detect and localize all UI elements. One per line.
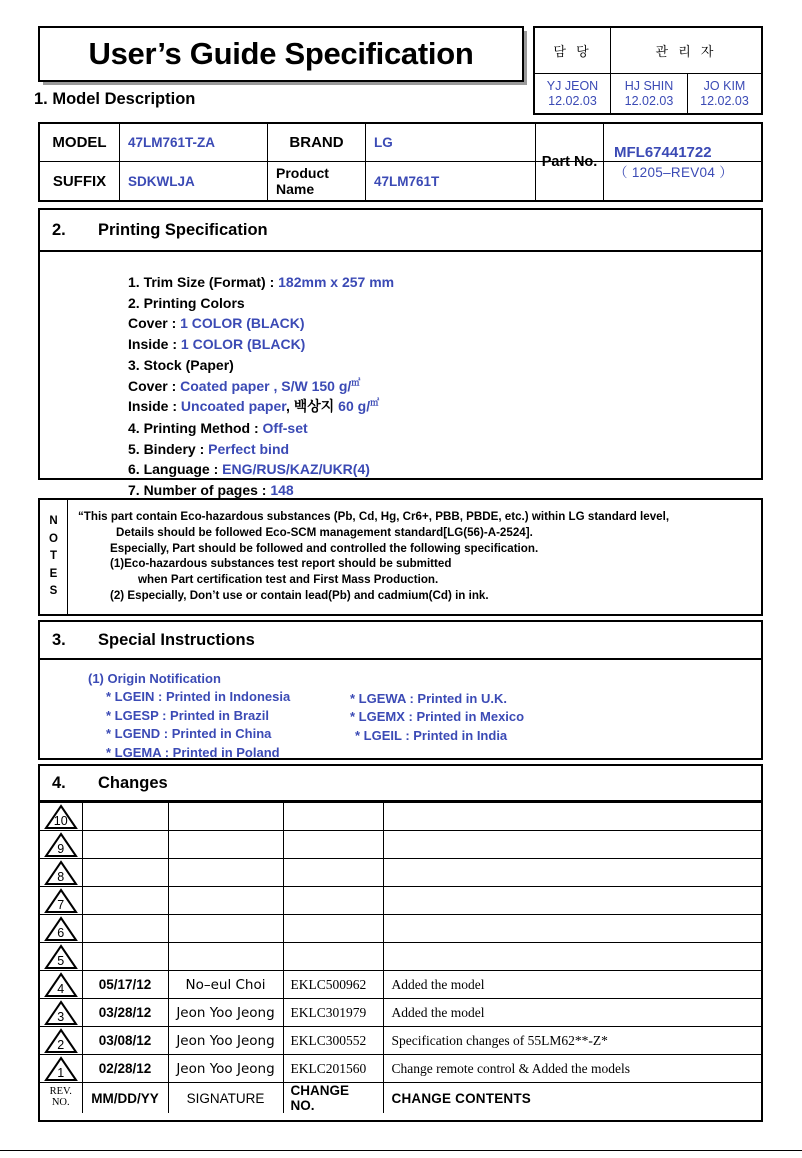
revision-triangle-icon (44, 832, 78, 858)
notes-line-6: (2) Especially, Don’t use or contain lead(Pb) and cadmium(Cd) in ink. (110, 588, 489, 602)
table-row (40, 1055, 761, 1083)
spec-value-trim-size: 182mm x 257 mm (278, 274, 395, 290)
notes-letter-t: T (49, 550, 58, 563)
revision-contents-cell: Added the model (383, 971, 761, 999)
section-2-number: 2. (52, 220, 66, 239)
column-header-change-no: CHANGE NO. (283, 1083, 383, 1114)
spec-line-printing-method (128, 418, 761, 439)
spec-unit-stock-inside: ㎡ (370, 398, 380, 409)
origin-notification-body (40, 660, 761, 762)
revision-number: 10 (53, 813, 68, 828)
origin-left-3: * LGEND : Printed in China (106, 726, 272, 742)
notes-letter-o: O (49, 532, 58, 545)
spec-line-stock (128, 355, 761, 376)
part-number-value: MFL67441722 (614, 143, 712, 161)
revision-signature-cell (168, 803, 283, 831)
origin-right-2: * LGEMX : Printed in Mexico (350, 709, 525, 725)
revision-change-no-cell (283, 803, 383, 831)
spec-label-trim-size: 1. Trim Size (Format) : (128, 274, 279, 290)
revision-change-no-cell: EKLC201560 (283, 1055, 383, 1083)
section-4-number: 4. (52, 773, 66, 792)
table-row (40, 999, 761, 1027)
section-1-heading: 1. Model Description (34, 90, 196, 108)
revision-signature-cell (168, 915, 283, 943)
approval-header-row (535, 28, 761, 74)
column-header-rev-line1: REV. (49, 1086, 72, 1098)
revision-number-cell (40, 1027, 82, 1055)
spec-line-printing-colors (128, 293, 761, 314)
changes-block (38, 764, 763, 1122)
approval-signer-1 (535, 74, 611, 113)
revision-contents-cell (383, 831, 761, 859)
spec-value-pages: 148 (270, 482, 294, 499)
product-name-value: 47LM761T (366, 162, 536, 200)
revision-change-no-cell (283, 915, 383, 943)
notes-letter-s: S (49, 585, 58, 598)
revision-date-cell: 05/17/12 (82, 971, 168, 999)
spec-label-stock-cover: Cover : (128, 377, 181, 394)
revision-date-cell (82, 915, 168, 943)
approval-signer-1-name: YJ JEON (546, 78, 599, 93)
origin-left-2: * LGESP : Printed in Brazil (106, 707, 270, 723)
table-row (40, 803, 761, 831)
revision-contents-cell (383, 859, 761, 887)
approval-signer-1-date: 12.02.03 (548, 93, 597, 108)
revision-change-no-cell (283, 943, 383, 971)
spec-label-pages: 7. Number of pages : (128, 482, 271, 499)
notes-line-5: when Part certification test and First Mass Production. (138, 573, 439, 587)
revision-triangle-icon (44, 972, 78, 998)
revision-triangle-icon (44, 888, 78, 914)
revision-date-cell: 03/08/12 (82, 1027, 168, 1055)
notes-line-2: Details should be followed Eco-SCM management standard[LG(56)-A-2524]. (116, 525, 533, 539)
section-2-title: Printing Specification (98, 220, 268, 239)
revision-triangle-icon (44, 804, 78, 830)
revision-signature-cell: Jeon Yoo Jeong (168, 1027, 283, 1055)
document-title-box (38, 26, 524, 82)
section-3-number: 3. (52, 630, 66, 649)
spec-line-trim-size (128, 272, 761, 293)
revision-number: 6 (57, 925, 65, 940)
column-header-date: MM/DD/YY (82, 1083, 168, 1114)
spec-unit-stock-cover: ㎡ (351, 377, 361, 388)
notes-text (68, 500, 761, 614)
spec-line-colors-inside (128, 334, 761, 355)
revision-date-cell (82, 859, 168, 887)
notes-letter-n: N (49, 515, 58, 528)
table-row (40, 831, 761, 859)
revision-contents-cell (383, 803, 761, 831)
printing-specification-block (38, 208, 763, 499)
revision-contents-cell: Specification changes of 55LM62**-Z* (383, 1027, 761, 1055)
approval-header-manager: 관 리 자 (655, 45, 717, 60)
part-number-cell (536, 124, 761, 200)
spec-line-stock-inside (128, 396, 761, 418)
spec-line-language (128, 459, 761, 480)
column-header-signature: SIGNATURE (168, 1083, 283, 1114)
revision-signature-cell (168, 831, 283, 859)
revision-number: 9 (57, 841, 65, 856)
revision-contents-cell (383, 915, 761, 943)
part-number-values (604, 124, 761, 200)
section-4-title: Changes (98, 773, 168, 792)
revision-number-cell (40, 943, 82, 971)
revision-contents-cell (383, 887, 761, 915)
revision-date-cell (82, 887, 168, 915)
spec-label-printing-method: 4. Printing Method : (128, 420, 263, 437)
table-row (40, 943, 761, 971)
table-row (40, 915, 761, 943)
revision-signature-cell: Jeon Yoo Jeong (168, 999, 283, 1027)
revision-triangle-icon (44, 944, 78, 970)
revision-signature-cell: Jeon Yoo Jeong (168, 1055, 283, 1083)
revision-number: 4 (57, 981, 65, 996)
notes-line-3: Especially, Part should be followed and controlled the following specification. (110, 541, 539, 555)
revision-date-cell: 03/28/12 (82, 999, 168, 1027)
spec-label-language: 6. Language : (128, 461, 223, 478)
brand-label: BRAND (268, 124, 366, 161)
revision-number-cell (40, 1055, 82, 1083)
revision-number: 2 (57, 1037, 65, 1052)
approval-header-owner: 담 당 (535, 28, 611, 73)
revision-triangle-icon (44, 860, 78, 886)
revision-number: 7 (57, 897, 65, 912)
spec-weight-stock-inside: 60 g/ (334, 398, 371, 415)
approval-signer-3-name: JO KIM (703, 78, 746, 93)
part-number-revision: （ 1205–REV04 ） (614, 164, 734, 180)
revision-number-cell (40, 999, 82, 1027)
revision-number-cell (40, 887, 82, 915)
origin-right-column (350, 690, 524, 745)
spec-value-stock-cover: Coated paper , S/W 150 g/ (180, 377, 352, 394)
approval-signer-3 (688, 74, 761, 113)
product-name-label: Product Name (268, 162, 366, 200)
revision-contents-cell: Added the model (383, 999, 761, 1027)
suffix-label: SUFFIX (40, 162, 120, 200)
spec-sep-stock-inside: , (285, 398, 294, 415)
revision-number-cell (40, 915, 82, 943)
special-instructions-block (38, 620, 763, 760)
changes-column-header-row (40, 1083, 761, 1114)
spec-line-colors-cover (128, 313, 761, 334)
column-header-rev-line2: NO. (51, 1097, 70, 1108)
revision-triangle-icon (44, 1028, 78, 1054)
revision-change-no-cell (283, 831, 383, 859)
spec-label-bindery: 5. Bindery : (128, 440, 209, 457)
notes-vertical-label (40, 500, 68, 614)
suffix-value: SDKWLJA (120, 162, 268, 200)
changes-table (40, 802, 761, 1113)
spec-value-language: ENG/RUS/KAZ/UKR(4) (222, 461, 370, 478)
column-header-rev-no (40, 1083, 82, 1114)
revision-signature-cell: No–eul Choi (168, 971, 283, 999)
revision-change-no-cell (283, 859, 383, 887)
section-2-header (40, 210, 761, 252)
approval-signer-2-date: 12.02.03 (624, 93, 674, 108)
revision-date-cell (82, 803, 168, 831)
revision-contents-cell (383, 943, 761, 971)
approval-signer-3-date: 12.02.03 (700, 93, 749, 108)
revision-date-cell (82, 943, 168, 971)
spec-line-stock-cover (128, 376, 761, 397)
revision-triangle-icon (44, 1000, 78, 1026)
revision-number: 3 (57, 1009, 65, 1024)
brand-value: LG (366, 124, 536, 161)
origin-right-3: * LGEIL : Printed in India (355, 727, 508, 743)
model-value: 47LM761T-ZA (120, 124, 268, 161)
revision-number-cell (40, 831, 82, 859)
model-label: MODEL (40, 124, 120, 161)
spec-label-colors-cover: Cover : (128, 315, 181, 332)
spec-value-colors-inside: 1 COLOR (BLACK) (180, 336, 306, 353)
model-description-table (38, 122, 763, 202)
revision-change-no-cell: EKLC301979 (283, 999, 383, 1027)
spec-korean-stock-inside: 백상지 (293, 399, 335, 416)
revision-change-no-cell: EKLC500962 (283, 971, 383, 999)
approval-stamp-table (533, 26, 763, 115)
revision-number-cell (40, 971, 82, 999)
approval-signer-2-name: HJ SHIN (624, 78, 674, 93)
spec-value-bindery: Perfect bind (208, 440, 290, 457)
spec-label-colors-inside: Inside : (128, 336, 181, 353)
notes-line-4: (1)Eco-hazardous substances test report should be submitted (110, 557, 452, 571)
origin-notification-title: (1) Origin Notification (88, 671, 221, 686)
revision-number-cell (40, 803, 82, 831)
spec-label-printing-colors: 2. Printing Colors (128, 294, 245, 311)
section-4-header (40, 766, 761, 802)
notes-block (38, 498, 763, 616)
revision-signature-cell (168, 859, 283, 887)
section-3-header (40, 622, 761, 660)
spec-value-colors-cover: 1 COLOR (BLACK) (180, 315, 305, 332)
spec-label-stock-inside: Inside : (128, 398, 181, 415)
page-footer-rule (0, 1150, 802, 1151)
origin-right-1: * LGEWA : Printed in U.K. (350, 691, 507, 706)
revision-number-cell (40, 859, 82, 887)
revision-number: 1 (57, 1065, 65, 1080)
spec-line-bindery (128, 439, 761, 460)
spec-value-printing-method: Off-set (262, 420, 308, 437)
printing-spec-list (40, 252, 761, 501)
origin-left-4: * LGEMA : Printed in Poland (106, 744, 280, 760)
revision-date-cell: 02/28/12 (82, 1055, 168, 1083)
revision-number: 8 (57, 869, 65, 884)
revision-change-no-cell: EKLC300552 (283, 1027, 383, 1055)
table-row (40, 1027, 761, 1055)
revision-change-no-cell (283, 887, 383, 915)
revision-triangle-icon (44, 1056, 78, 1082)
table-row (40, 971, 761, 999)
spec-label-stock: 3. Stock (Paper) (128, 356, 234, 373)
column-header-contents: CHANGE CONTENTS (383, 1083, 761, 1114)
table-row (40, 859, 761, 887)
notes-line-1: “This part contain Eco-hazardous substances (Pb, Cd, Hg, Cr6+, PBB, PBDE, etc.) within LG standard level, (78, 510, 670, 523)
table-row (40, 887, 761, 915)
notes-letter-e: E (49, 567, 58, 580)
approval-signer-2 (611, 74, 688, 113)
revision-date-cell (82, 831, 168, 859)
part-number-label: Part No. (536, 124, 604, 200)
page-title: User’s Guide Specification (88, 36, 474, 71)
origin-left-1: * LGEIN : Printed in Indonesia (106, 689, 291, 705)
revision-signature-cell (168, 887, 283, 915)
spec-value-stock-inside: Uncoated paper (180, 398, 286, 415)
approval-signer-row (535, 74, 761, 113)
revision-signature-cell (168, 943, 283, 971)
revision-contents-cell: Change remote control & Added the models (383, 1055, 761, 1083)
revision-number: 5 (57, 953, 65, 968)
revision-triangle-icon (44, 916, 78, 942)
section-3-title: Special Instructions (98, 630, 255, 649)
